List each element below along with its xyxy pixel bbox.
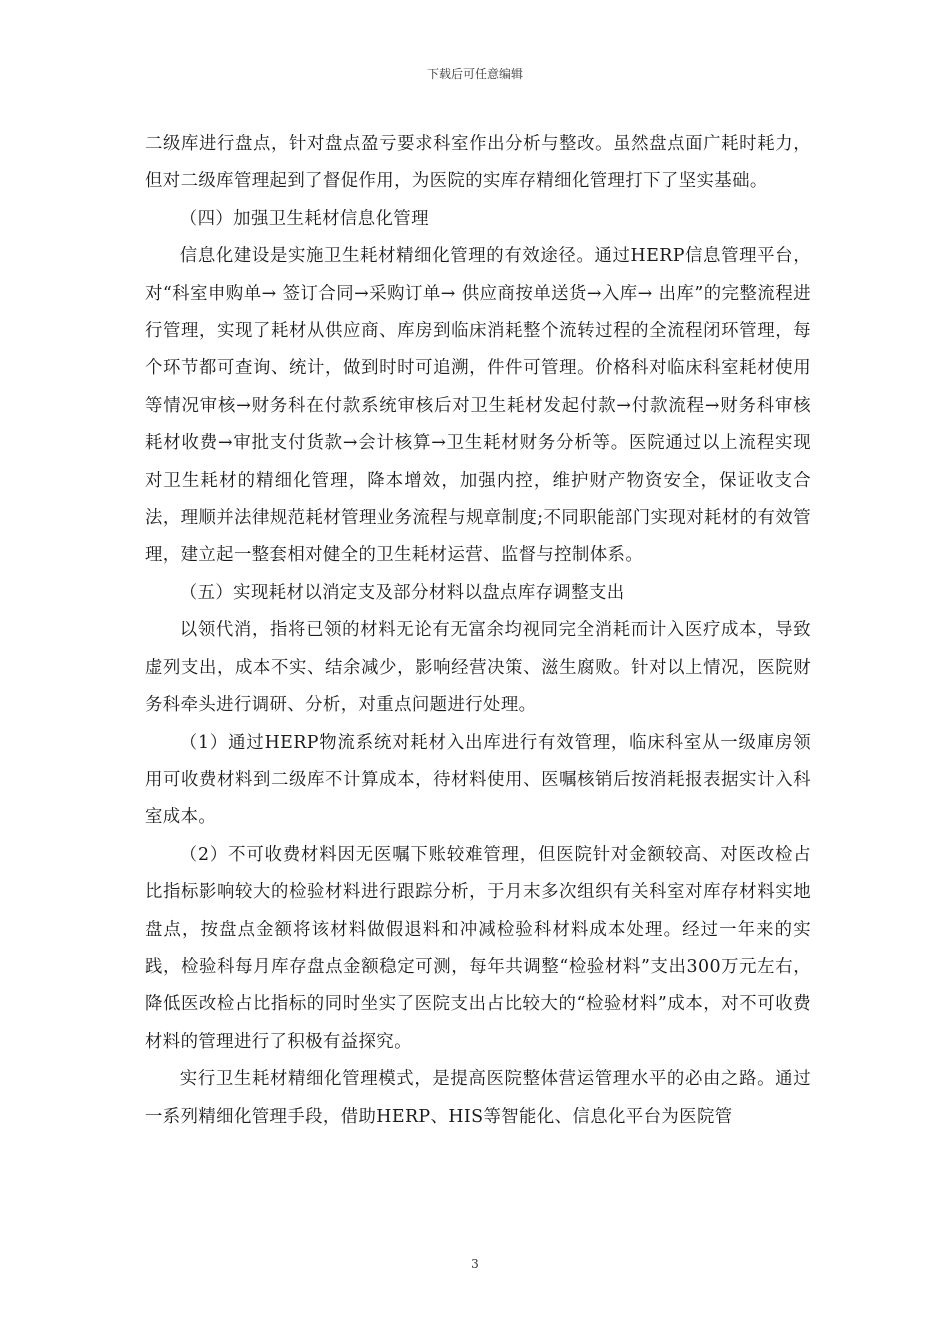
list-item-2: （2）不可收费材料因无医嘱下账较难管理，但医院针对金额较高、对医改检占比指标影响较大的检验材料进行跟踪分析，于月末多次组织有关科室对库存材料实地盘点，按盘点金额将该材料做假退料和冲减检验科材料成本处理。经过一年来的实践，检验科每月库存盘点金额稳定可测，每年共调整“检验材料”支出300万元左右，降低医改检占比指标的同时坐实了医院支出占比较大的“检验材料”成本，对不可收费材料的管理进行了积极有益探究。 (145, 844, 811, 1052)
section-heading-five: （五）实现耗材以消定支及部分材料以盘点库存调整支出 (179, 582, 625, 603)
paragraph-consumption: 以领代消，指将已领的材料无论有无富余均视同完全消耗而计入医疗成本，导致虚列支出，成本不实、结余减少，影响经营决策、滋生腐败。针对以上情况，医院财务科牵头进行调研、分析，对重点问题进行处理。 (145, 620, 811, 716)
document-body (145, 126, 811, 1136)
page-number: 3 (471, 1257, 479, 1271)
paragraph-continuation: 二级库进行盘点，针对盘点盈亏要求科室作出分析与整改。虽然盘点面广耗时耗力，但对二级库管理起到了督促作用，为医院的实库存精细化管理打下了坚实基础。 (145, 134, 811, 192)
paragraph-conclusion: 实行卫生耗材精细化管理模式，是提高医院整体营运管理水平的必由之路。通过一系列精细化管理手段，借助HERP、HIS等智能化、信息化平台为医院管 (145, 1069, 811, 1127)
section-heading-four: （四）加强卫生耗材信息化管理 (179, 208, 429, 229)
list-item-1: （1）通过HERP物流系统对耗材入出库进行有效管理，临床科室从一级庫房领用可收费材料到二级库不计算成本，待材料使用、医嘱核销后按消耗报表据实计入科室成本。 (145, 732, 811, 828)
paragraph-informatization: 信息化建设是实施卫生耗材精细化管理的有效途径。通过HERP信息管理平台，对“科室申购单→ 签订合同→采购订单→ 供应商按单送货→入库→ 出库”的完整流程进行管理，实现了耗材从供应商、库房到临床消耗整个流转过程的全流程闭环管理，每个环节都可查询、统计，做到时时可追溯，件件可管理。价格科对临床科室耗材使用等情况审核→财务科在付款系统审核后对卫生耗材发起付款→付款流程→财务科审核耗材收费→审批支付货款→会计核算→卫生耗材财务分析等。医院通过以上流程实现对卫生耗材的精细化管理，降本增效，加强内控，维护财产物资安全，保证收支合法，理顺并法律规范耗材管理业务流程与规章制度;不同职能部门实现对耗材的有效管理，建立起一整套相对健全的卫生耗材运营、监督与控制体系。 (145, 246, 811, 566)
page-header: 下载后可任意编辑 (426, 67, 523, 81)
